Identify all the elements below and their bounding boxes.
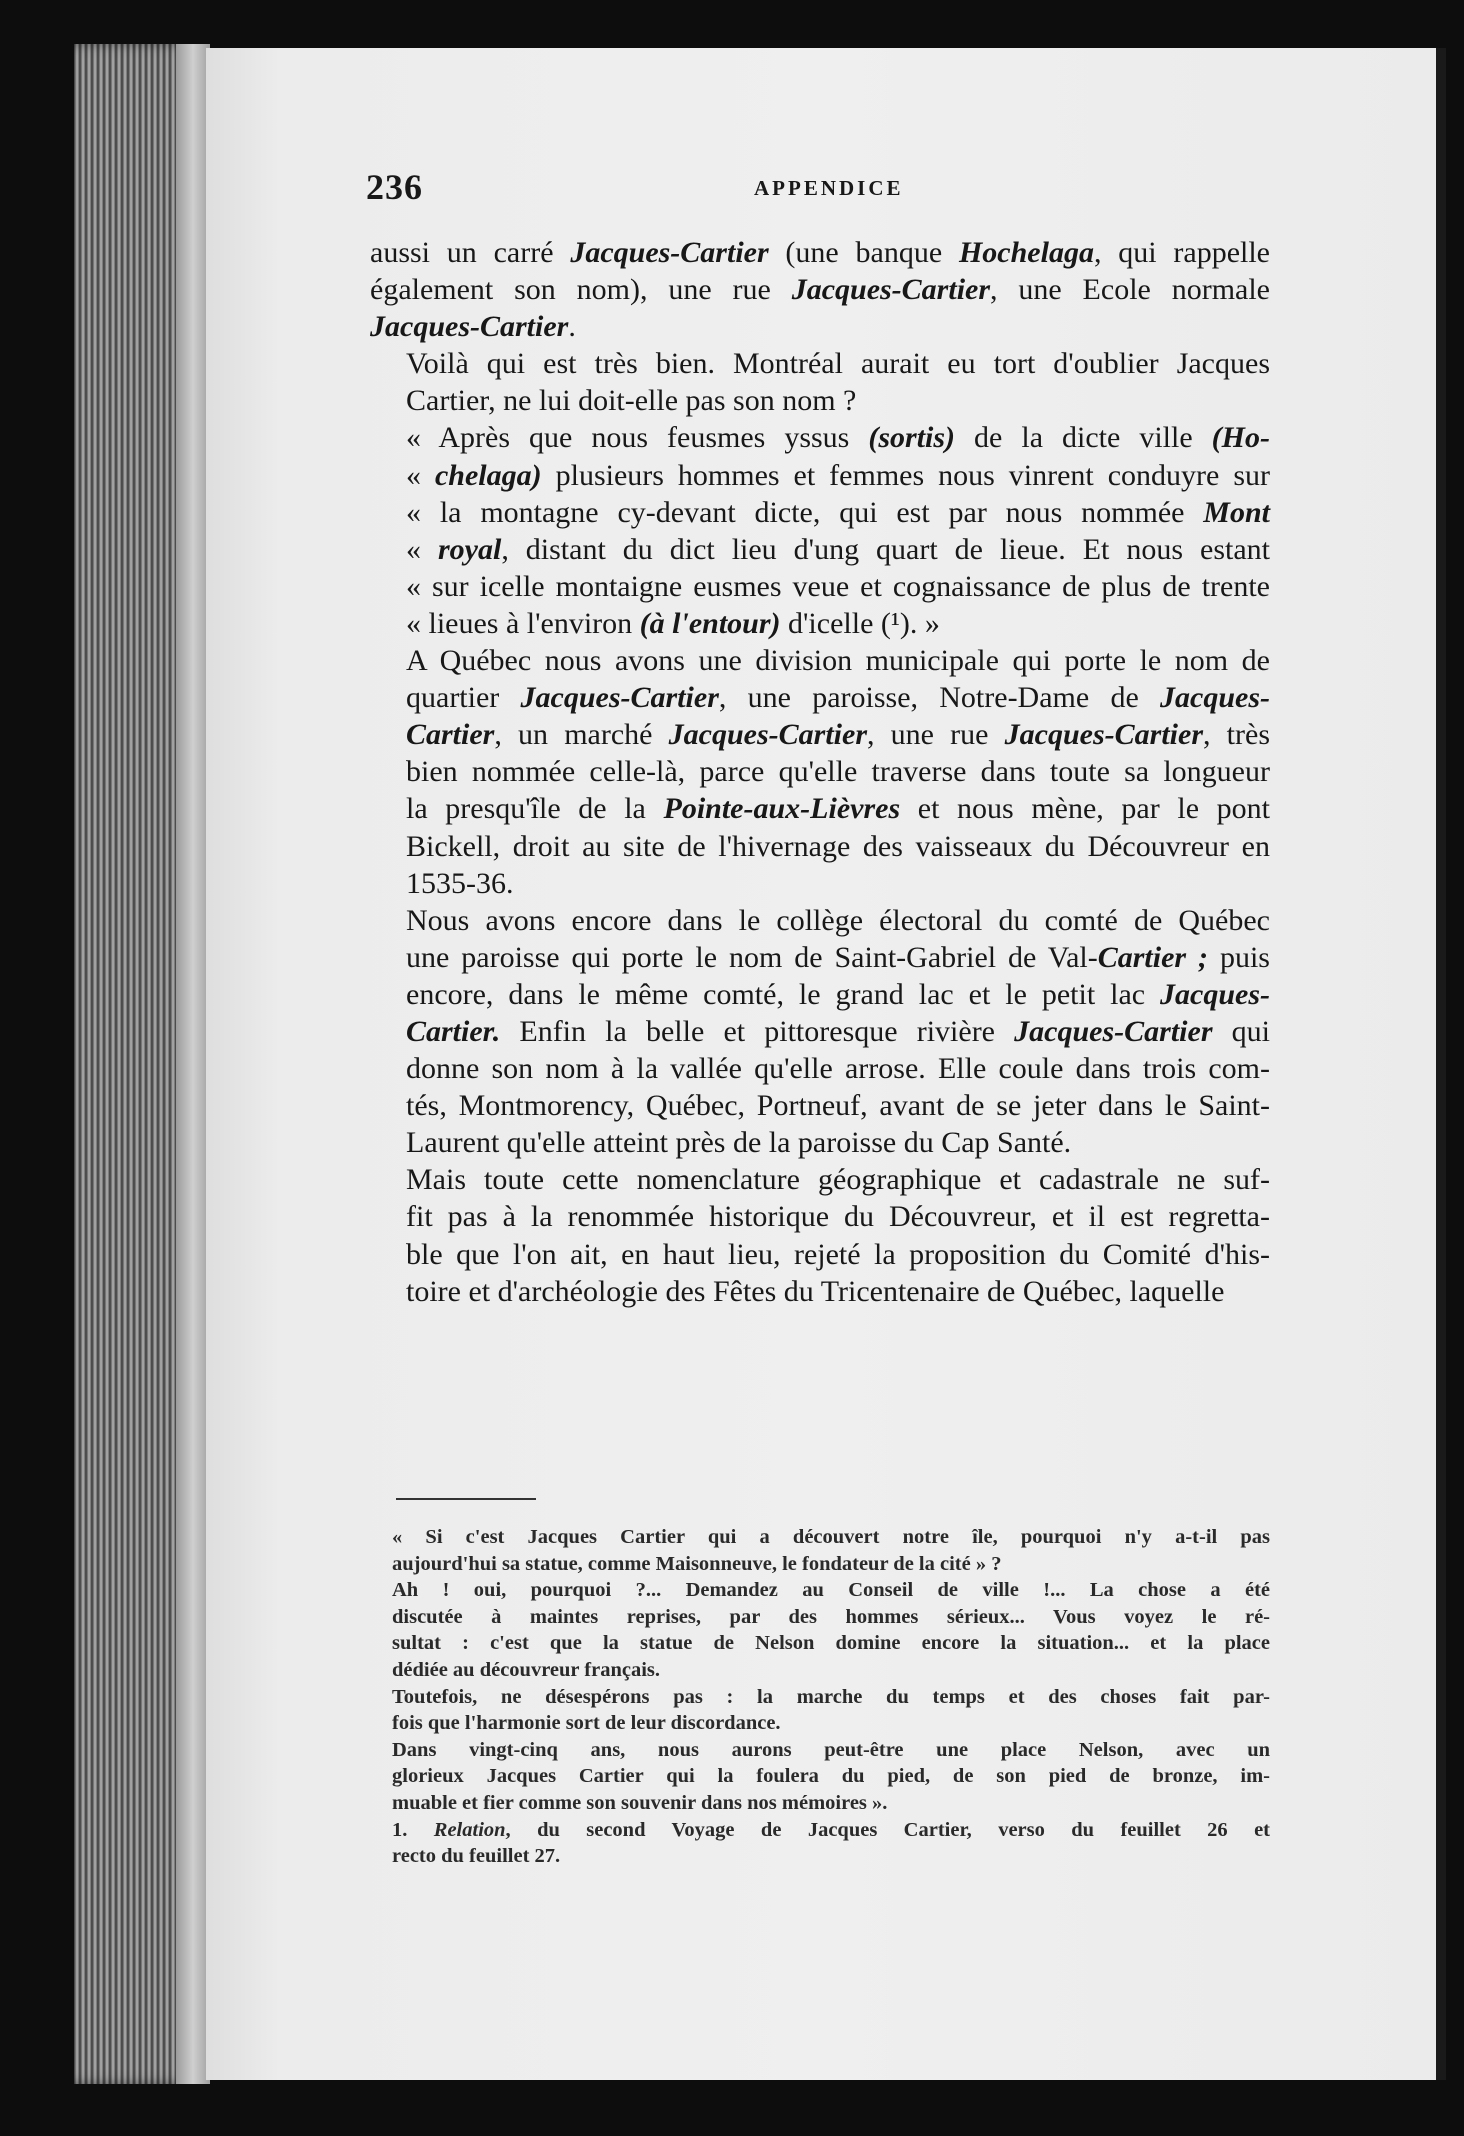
text-run: également son nom), une rue (370, 273, 792, 307)
text-line (392, 1843, 1270, 1870)
text-line (370, 419, 1270, 456)
text-line (392, 1524, 1270, 1551)
gutter-shadow (1436, 48, 1446, 2080)
text-run: fit pas à la renommée historique du Découvreur, et il est regretta- (406, 1200, 1270, 1234)
italic-run: Mont (1203, 495, 1270, 529)
text-run: puis (1208, 940, 1270, 974)
text-run: , une Ecole normale (990, 273, 1270, 307)
text-line (370, 1236, 1270, 1273)
text-run: de la dicte ville (955, 421, 1212, 455)
text-run: quartier (406, 681, 521, 715)
page-stack-highlight (176, 44, 210, 2084)
text-run: Enfin la belle et pittoresque rivière (500, 1014, 1015, 1048)
text-run: et nous mène, par le pont (900, 792, 1270, 826)
text-run: Laurent qu'elle atteint près de la paroisse du Cap Santé. (406, 1126, 1072, 1160)
text-run: une paroisse qui porte le nom de Saint-Gabriel de Val- (406, 940, 1098, 974)
text-run: , du second Voyage de Jacques Cartier, verso du feuillet 26 et (505, 1818, 1271, 1841)
quotation-paragraph (370, 419, 1270, 642)
text-line (370, 531, 1270, 568)
text-line (370, 1087, 1270, 1124)
text-line (370, 605, 1270, 642)
footnote-paragraph (374, 1684, 1270, 1737)
text-run: d'icelle (¹). » (780, 606, 940, 640)
text-run: , distant du dict lieu d'ung quart de lieue. Et nous estant (501, 532, 1270, 566)
paragraph (370, 902, 1270, 1162)
text-run: . (568, 310, 576, 344)
text-run: « la montagne cy-devant dicte, qui est par nous nommée (406, 495, 1204, 529)
text-line (370, 494, 1270, 531)
text-line (392, 1684, 1270, 1711)
text-run: , une rue (867, 718, 1005, 752)
text-line (392, 1551, 1270, 1578)
text-line (392, 1763, 1270, 1790)
text-line (370, 568, 1270, 605)
italic-run: Cartier. (406, 1014, 501, 1048)
text-run: plusieurs hommes et femmes nous vinrent conduyre sur (541, 458, 1270, 492)
text-run: Nous avons encore dans le collège électoral du comté de Québec (406, 903, 1270, 937)
text-line (370, 642, 1270, 679)
footnote-paragraph (374, 1737, 1270, 1817)
text-run: muable et fier comme son souvenir dans nos mémoires ». (392, 1791, 888, 1814)
text-run: Toutefois, ne désespérons pas : la marche du temps et des choses fait par- (392, 1685, 1270, 1708)
text-run: donne son nom à la vallée qu'elle arrose. Elle coule dans trois com- (406, 1052, 1270, 1086)
italic-run: Pointe-aux-Lièvres (663, 792, 901, 826)
text-run: encore, dans le même comté, le grand lac et le petit lac (406, 977, 1161, 1011)
text-run: aussi un carré (370, 236, 571, 269)
text-line (370, 976, 1270, 1013)
text-line (370, 308, 1270, 345)
text-line (370, 1124, 1270, 1161)
italic-run: Jacques-Cartier (1004, 718, 1203, 752)
italic-run: Relation (433, 1818, 506, 1841)
text-run: 1535-36. (406, 866, 514, 900)
italic-run: (à l'entour) (639, 606, 781, 640)
italic-run: Hochelaga (958, 236, 1094, 269)
italic-run: Cartier ; (1097, 940, 1209, 974)
text-line (392, 1737, 1270, 1764)
text-run: Ah ! oui, pourquoi ?... Demandez au Conseil de ville !... La chose a été (392, 1579, 1270, 1602)
italic-run: (Ho- (1211, 421, 1270, 455)
text-run: toire et d'archéologie des Fêtes du Tricentenaire de Québec, laquelle (406, 1274, 1225, 1308)
text-run: A Québec nous avons une division municipale qui porte le nom de (406, 644, 1270, 678)
italic-run: Jacques- (1160, 977, 1270, 1011)
text-run: 1. (392, 1818, 434, 1841)
text-line (392, 1630, 1270, 1657)
text-run: fois que l'harmonie sort de leur discordance. (392, 1712, 781, 1735)
text-line (370, 1013, 1270, 1050)
text-line (392, 1577, 1270, 1604)
italic-run: Jacques-Cartier (1014, 1014, 1213, 1048)
italic-run: royal (437, 532, 502, 566)
text-line (370, 1161, 1270, 1198)
text-line (370, 1050, 1270, 1087)
footnote-rule (396, 1498, 536, 1500)
text-line (370, 716, 1270, 753)
footnote-paragraph (374, 1577, 1270, 1683)
text-line (392, 1657, 1270, 1684)
text-run: qui (1212, 1014, 1270, 1048)
text-run: (une banque (768, 236, 959, 269)
italic-run: Jacques-Cartier (520, 681, 719, 715)
text-run: Dans vingt-cinq ans, nous aurons peut-être une place Nelson, avec un (392, 1738, 1270, 1761)
italic-run: Jacques-Cartier (570, 236, 769, 269)
page-number: 236 (366, 167, 423, 207)
text-run: glorieux Jacques Cartier qui la foulera du pied, de son pied de bronze, im- (392, 1765, 1270, 1788)
text-run: bien nommée celle-là, parce qu'elle traverse dans toute sa longueur (406, 755, 1270, 789)
text-line (392, 1817, 1270, 1844)
text-run: « (406, 532, 438, 566)
body-text (370, 234, 1270, 1310)
text-run: Mais toute cette nomenclature géographique et cadastrale ne suf- (406, 1163, 1270, 1197)
paragraph (370, 642, 1270, 902)
text-line (370, 790, 1270, 827)
text-run: « Après que nous feusmes yssus (406, 421, 869, 455)
text-run: ble que l'on ait, en haut lieu, rejeté la proposition du Comité d'his- (406, 1237, 1270, 1271)
text-run: « lieues à l'environ (406, 606, 640, 640)
text-run: tés, Montmorency, Québec, Portneuf, avant de se jeter dans le Saint- (406, 1089, 1270, 1123)
text-line (370, 382, 1270, 419)
text-run: « sur icelle montaigne eusmes veue et cognaissance de plus de trente (406, 569, 1270, 603)
text-run: recto du feuillet 27. (392, 1845, 561, 1868)
text-line (370, 828, 1270, 865)
italic-run: Jacques-Cartier (370, 310, 569, 344)
text-line (370, 457, 1270, 494)
book-page (206, 48, 1436, 2080)
text-run: Voilà qui est très bien. Montréal aurait eu tort d'oublier Jacques (406, 347, 1270, 381)
text-run: « Si c'est Jacques Cartier qui a découvert notre île, pourquoi n'y a-t-il pas (392, 1526, 1270, 1548)
text-run: discutée à maintes reprises, par des hommes sérieux... Vous voyez le ré- (392, 1605, 1270, 1628)
text-line (370, 345, 1270, 382)
italic-run: Jacques- (1160, 681, 1270, 715)
footnote-1 (374, 1817, 1270, 1870)
text-run: , qui rappelle (1093, 236, 1270, 269)
footnote-paragraph (374, 1524, 1270, 1577)
text-run: , une paroisse, Notre-Dame de (718, 681, 1161, 715)
text-line (370, 753, 1270, 790)
footnotes (374, 1524, 1270, 1870)
text-run: la presqu'île de la (406, 792, 664, 826)
text-line (370, 865, 1270, 902)
paragraph (370, 1161, 1270, 1309)
italic-run: Cartier (406, 718, 495, 752)
text-line (370, 271, 1270, 308)
text-line (370, 234, 1270, 271)
italic-run: chelaga) (434, 458, 542, 492)
running-head: APPENDICE (754, 176, 904, 200)
paragraph (370, 345, 1270, 419)
text-run: dédiée au découvreur français. (392, 1658, 661, 1681)
text-line (392, 1604, 1270, 1631)
italic-run: Jacques-Cartier (668, 718, 867, 752)
text-run: sultat : c'est que la statue de Nelson domine encore la situation... et la place (392, 1632, 1270, 1655)
text-run: Bickell, droit au site de l'hivernage des vaisseaux du Découvreur en (406, 829, 1270, 863)
text-run: Cartier, ne lui doit-elle pas son nom ? (406, 384, 857, 418)
text-line (392, 1790, 1270, 1817)
text-line (370, 679, 1270, 716)
text-line (370, 902, 1270, 939)
text-run: , un marché (494, 718, 669, 752)
text-line (370, 1273, 1270, 1310)
text-run: « (406, 458, 435, 492)
text-line (392, 1710, 1270, 1737)
italic-run: Jacques-Cartier (791, 273, 991, 307)
text-line (370, 939, 1270, 976)
text-run: , très (1203, 718, 1270, 752)
text-line (370, 1198, 1270, 1235)
italic-run: (sortis) (868, 421, 956, 455)
paragraph (370, 234, 1270, 345)
text-run: aujourd'hui sa statue, comme Maisonneuve, le fondateur de la cité » ? (392, 1552, 1002, 1575)
